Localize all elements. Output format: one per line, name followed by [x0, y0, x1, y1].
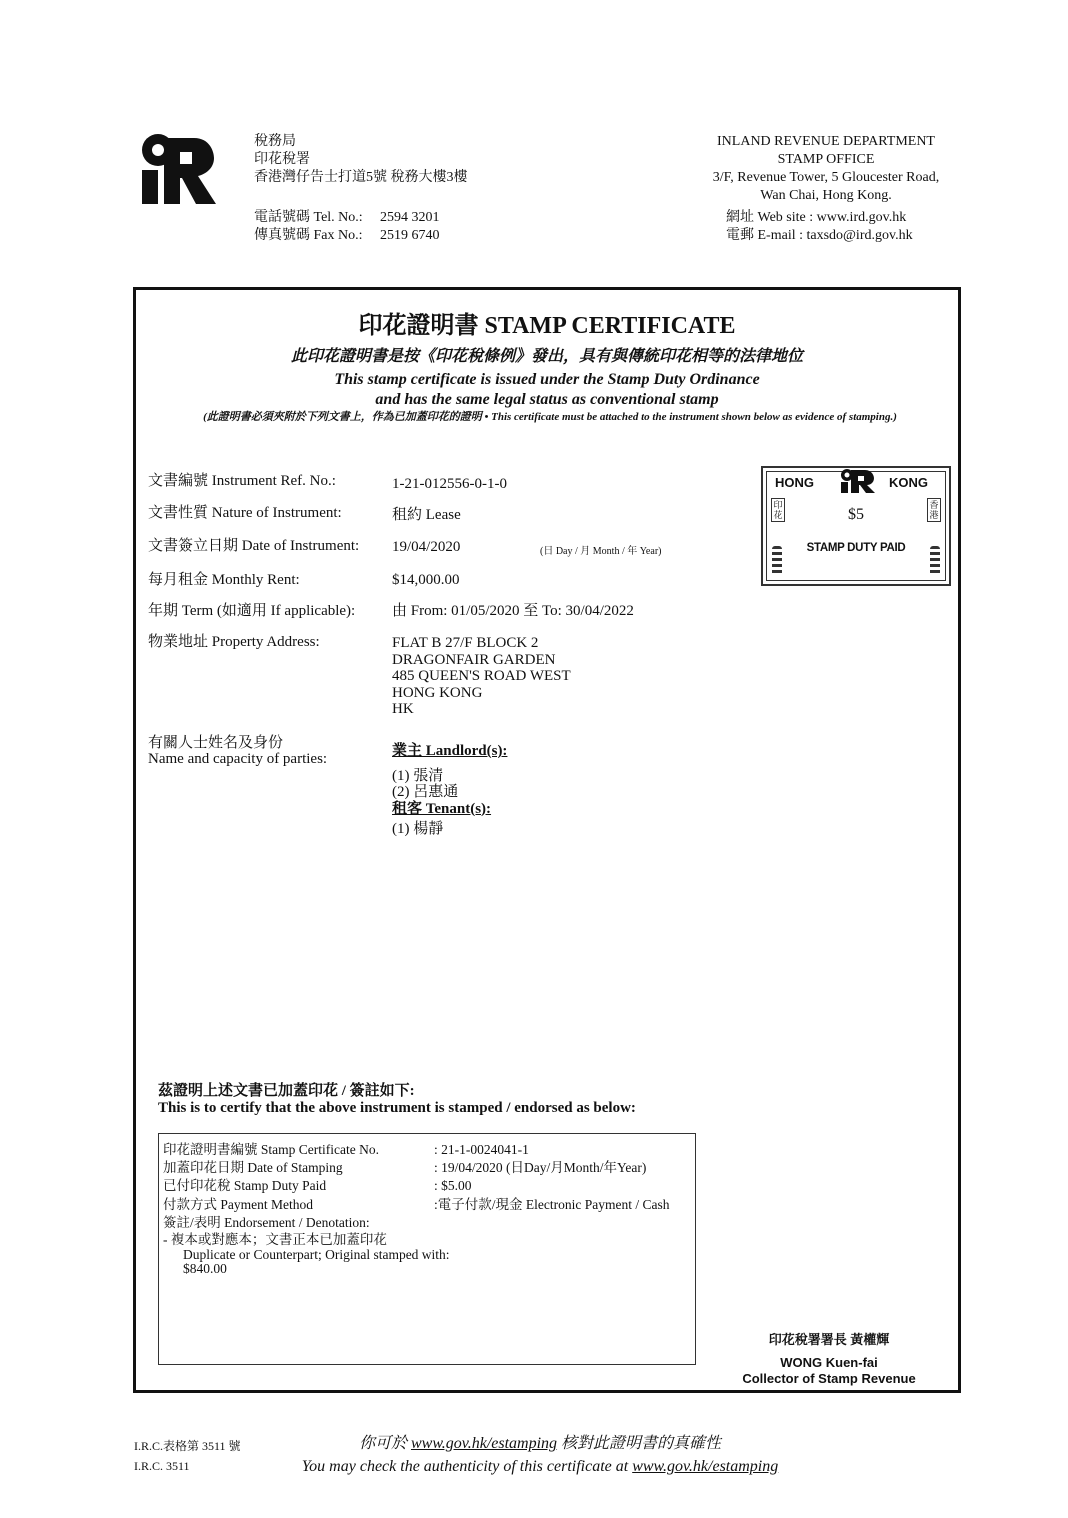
fax-value: 2519 6740 [380, 228, 440, 243]
address-label: 物業地址 Property Address: [148, 634, 320, 650]
stamp-seal-right: 香港 [927, 498, 941, 522]
term-value: 由 From: 01/05/2020 至 To: 30/04/2022 [392, 603, 634, 619]
ird-logo [138, 132, 218, 206]
form-number-cn: I.R.C.表格第 3511 號 [134, 1439, 241, 1453]
nature-value: 租約 Lease [392, 507, 461, 523]
fax-label: 傳真號碼 Fax No.: [254, 228, 363, 243]
phone-fax-block [254, 209, 440, 245]
spacer [716, 1348, 942, 1355]
parties-label-en: Name and capacity of parties: [148, 751, 328, 767]
cert-no-value: : 21-1-0024041-1 [434, 1142, 529, 1157]
endorsement-note-en: Duplicate or Counterpart; Original stamped with: [183, 1247, 450, 1262]
office-line: Wan Chai, Hong Kong. [760, 188, 892, 203]
ird-mini-logo [839, 468, 879, 499]
term-label: 年期 Term (如適用 If applicable): [148, 603, 356, 619]
stamp-ornament-left [772, 546, 782, 576]
office-line: 香港灣仔告士打道5號 稅務大樓3樓 [254, 170, 468, 185]
rent-label: 每月租金 Monthly Rent: [148, 572, 300, 588]
collector-name-en: WONG Kuen-fai [780, 1355, 878, 1370]
landlord-heading: 業主 Landlord(s): [392, 743, 508, 759]
authenticity-en-pre: You may check the authenticity of this certificate at [301, 1458, 633, 1475]
authenticity-cn-post: 核對此證明書的真確性 [557, 1435, 722, 1452]
email-link[interactable]: 電郵 E-mail : taxsdo@ird.gov.hk [726, 228, 913, 243]
website-link[interactable]: 網址 Web site : www.ird.gov.hk [726, 210, 907, 225]
stamp-date-value: : 19/04/2020 (日Day/月Month/年Year) [434, 1160, 647, 1175]
office-address-en [640, 133, 1012, 205]
estamping-link[interactable]: www.gov.hk/estamping [632, 1458, 779, 1475]
certify-statement-cn: 茲證明上述文書已加蓋印花 / 簽註如下: [158, 1083, 415, 1099]
certificate-title: 印花證明書 STAMP CERTIFICATE [358, 313, 736, 339]
address-value [392, 635, 571, 718]
address-line: HK [392, 701, 414, 717]
office-line: 3/F, Revenue Tower, 5 Gloucester Road, [712, 170, 940, 185]
tel-value: 2594 3201 [380, 210, 440, 225]
stamp-amount: $5 [848, 506, 864, 523]
address-line: HONG KONG [392, 684, 483, 701]
stamp-kong: KONG [889, 475, 928, 490]
date-label: 文書簽立日期 Date of Instrument: [148, 538, 360, 554]
spacer [392, 760, 507, 768]
estamping-link[interactable]: www.gov.hk/estamping [410, 1435, 558, 1452]
certify-statement-en: This is to certify that the above instrument is stamped / endorsed as below: [158, 1100, 636, 1116]
stamp-caption: STAMP DUTY PAID [806, 542, 906, 554]
collector-title-en: Collector of Stamp Revenue [742, 1371, 916, 1386]
collector-signature-block [716, 1332, 942, 1387]
authenticity-line-en [260, 1455, 820, 1478]
web-email-block [726, 209, 913, 245]
stamp-ornament-right [930, 546, 940, 576]
office-line: INLAND REVENUE DEPARTMENT [717, 134, 935, 149]
authenticity-cn-pre: 你可於 [358, 1435, 411, 1452]
form-number [134, 1436, 241, 1476]
endorsement-note-cn: - 複本或對應本；文書正本已加蓋印花 [163, 1232, 387, 1247]
address-line: 485 QUEEN'S ROAD WEST [392, 668, 571, 684]
tenant-item: (1) 楊靜 [392, 821, 444, 837]
duty-paid-label: 已付印花稅 Stamp Duty Paid [163, 1178, 327, 1193]
payment-method-value: :電子付款/現金 Electronic Payment / Cash [434, 1197, 670, 1212]
parties-value [392, 743, 507, 838]
authenticity-line-cn [260, 1432, 820, 1455]
landlord-item: (2) 呂惠通 [392, 784, 459, 800]
authenticity-note [260, 1432, 820, 1478]
tenant-heading: 租客 Tenant(s): [392, 800, 492, 817]
form-number-en: I.R.C. 3511 [134, 1459, 190, 1473]
office-line: 印花稅署 [254, 152, 310, 167]
tel-label: 電話號碼 Tel. No.: [254, 210, 363, 225]
address-line: DRAGONFAIR GARDEN [392, 651, 556, 668]
stamp-hong: HONG [775, 475, 814, 490]
endorsement-box [158, 1133, 696, 1365]
collector-title-cn: 印花稅署署長 黃權輝 [768, 1332, 890, 1347]
parties-label-cn: 有關人士姓名及身份 [148, 735, 284, 751]
stamp-date-label: 加蓋印花日期 Date of Stamping [163, 1160, 343, 1175]
parties-label [148, 735, 327, 767]
subtitle-en-2: and has the same legal status as conventional stamp [375, 391, 719, 408]
ref-value: 1-21-012556-0-1-0 [392, 476, 507, 492]
rent-value: $14,000.00 [392, 572, 460, 588]
office-line: 稅務局 [254, 134, 296, 149]
stamp-seal-left: 印花 [771, 498, 785, 522]
payment-method-label: 付款方式 Payment Method [163, 1197, 313, 1212]
ref-label: 文書編號 Instrument Ref. No.: [148, 473, 336, 489]
endorsement-note-amount: $840.00 [183, 1261, 227, 1276]
duty-paid-value: : $5.00 [434, 1178, 472, 1193]
endorsement-label: 簽註/表明 Endorsement / Denotation: [163, 1215, 370, 1230]
certificate-frame [133, 287, 961, 1393]
date-value: 19/04/2020 [392, 539, 461, 555]
office-line: STAMP OFFICE [777, 152, 875, 167]
subtitle-en-1: This stamp certificate is issued under the Stamp Duty Ordinance [334, 371, 760, 388]
cert-no-label: 印花證明書編號 Stamp Certificate No. [163, 1142, 379, 1157]
address-line: FLAT B 27/F BLOCK 2 [392, 635, 539, 651]
subtitle-cn: 此印花證明書是按《印花稅條例》發出，具有與傳統印花相等的法律地位 [290, 348, 803, 365]
office-address-cn [254, 133, 468, 187]
date-format-hint: (日 Day / 月 Month / 年 Year) [540, 546, 662, 557]
stamp-duty-paid-stamp [761, 466, 951, 586]
nature-label: 文書性質 Nature of Instrument: [148, 505, 342, 521]
landlord-item: (1) 張清 [392, 767, 444, 784]
attach-note: (此證明書必須夾附於下列文書上，作為已加蓋印花的證明 • This certificate must be attached to the instrument shown below as evidence of stamping.) [203, 411, 897, 423]
